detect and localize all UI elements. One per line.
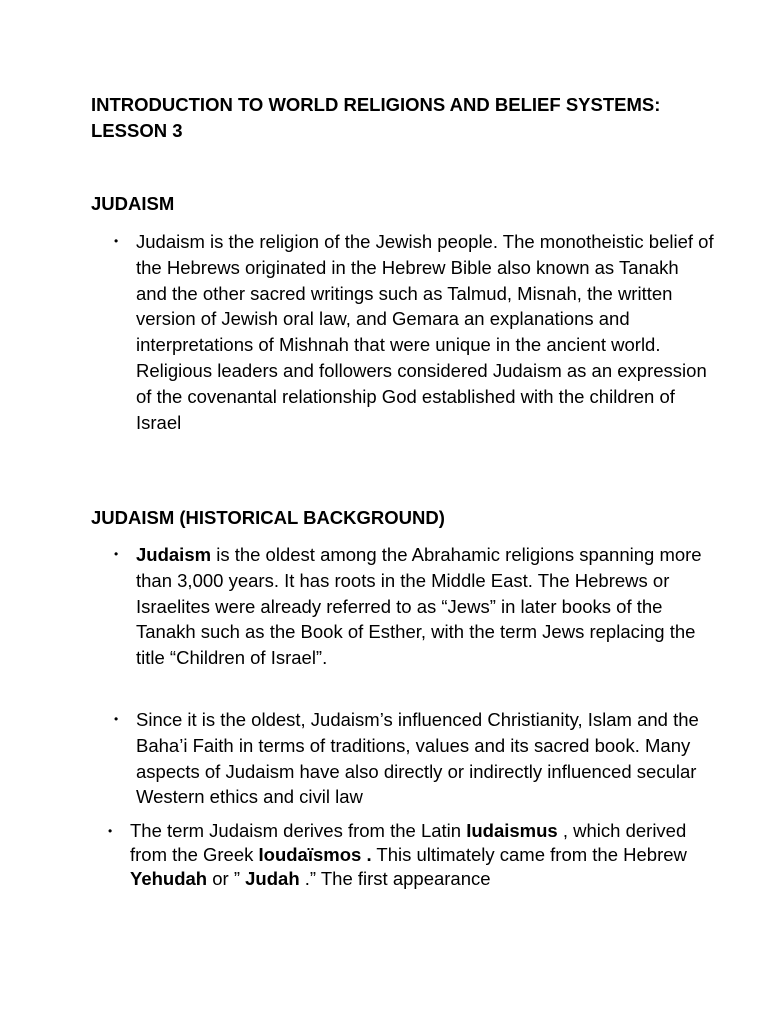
bold-term: Judah — [245, 868, 300, 889]
bold-term: Yehudah — [130, 868, 208, 889]
bullet-icon: • — [108, 824, 113, 838]
list-item-text: Judaism is the religion of the Jewish people. The monotheistic belief of the Hebrews originated in the Hebrew Bible also known as Tanakh and the other sacred writings such as Talmud, Misnah, the written version of Jewish oral law, and Gemara an explanations and interpretations of Mishnah that were unique in the ancient world. Religious leaders and followers considered Judaism as an expression of the covenantal relationship God established with the children of Israel — [136, 231, 714, 433]
section-heading-historical-background: JUDAISM (HISTORICAL BACKGROUND) — [91, 507, 445, 528]
bullet-icon: • — [114, 547, 119, 561]
bullet-icon: • — [114, 234, 119, 248]
bold-term: Ioudaïsmos . — [258, 844, 372, 865]
list-item — [114, 542, 714, 671]
list-item-text: Judaism is the oldest among the Abrahamic religions spanning more than 3,000 years. It has roots in the Middle East. The Hebrews or Israelites were already referred to as “Jews” in later books of the Tanakh such as the Book of Esther, with the term Jews replacing the title “Children of Israel”. — [136, 544, 702, 669]
list-item — [108, 819, 708, 891]
section-heading-judaism: JUDAISM — [91, 193, 175, 214]
bullet-icon: • — [114, 712, 119, 726]
bold-term: Iudaismus — [466, 820, 558, 841]
document-title: INTRODUCTION TO WORLD RELIGIONS AND BELIEF SYSTEMS: LESSON 3 — [91, 94, 661, 141]
list-item — [114, 707, 714, 810]
bold-term: Judaism — [136, 544, 212, 565]
list-item-text: Since it is the oldest, Judaism’s influenced Christianity, Islam and the Baha’i Faith in terms of traditions, values and its sacred book. Many aspects of Judaism have also directly or indirectly influenced secular Western ethics and civil law — [136, 709, 699, 808]
list-item-text: The term Judaism derives from the Latin Iudaismus , which derived from the Greek Ioudaïsmos . This ultimately came from the Hebrew Yehudah or ” Judah .” The first appearance — [130, 820, 687, 889]
list-item — [114, 229, 714, 435]
